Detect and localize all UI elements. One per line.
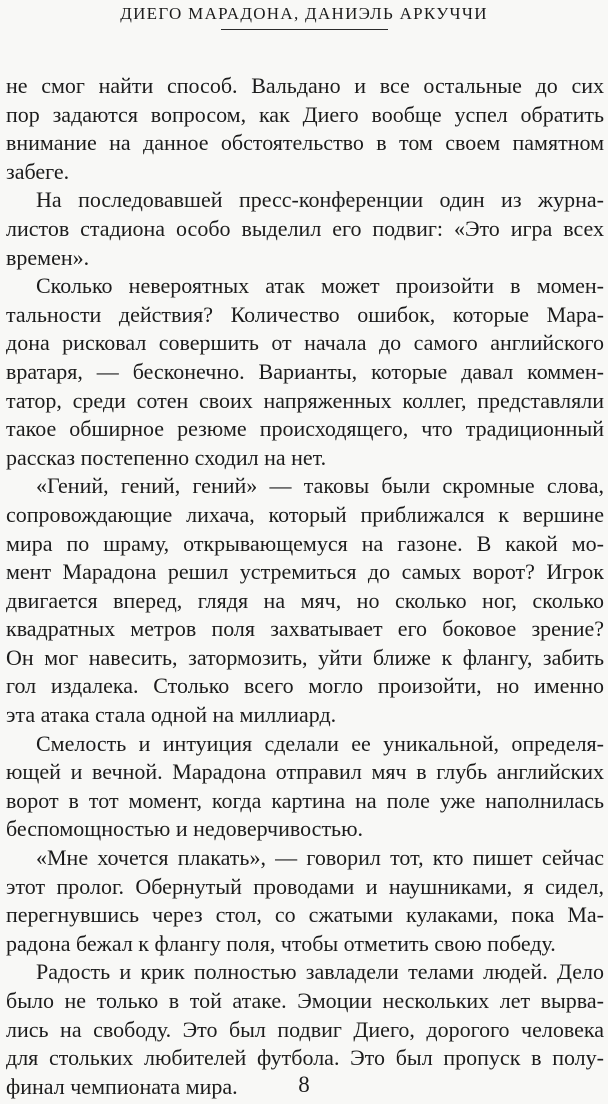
text-line: внимание на данное обстоятельство в том своем памятном bbox=[6, 130, 604, 156]
text-line: На последовавшей пресс-конференции один из журна- bbox=[36, 187, 604, 213]
text-line: этот пролог. Обернутый проводами и наушниками, я сидел, bbox=[6, 873, 604, 899]
text-line: тальности действия? Количество ошибок, которые Мара- bbox=[6, 301, 604, 327]
text-line: было не только в той атаке. Эмоции нескольких лет вырва- bbox=[6, 988, 604, 1013]
text-line: лись на свободу. Это был подвиг Диего, дорогого человека bbox=[6, 1016, 604, 1042]
text-line: квадратных метров поля захватывает его боковое зрение? bbox=[6, 616, 604, 642]
text-line: беспомощностью и недоверчивостью. bbox=[6, 816, 364, 842]
header-rule bbox=[221, 29, 388, 30]
paragraph-2 bbox=[6, 186, 604, 272]
text-line: сопровождающие лихача, который приближался к вершине bbox=[6, 501, 604, 527]
paragraph-1 bbox=[6, 72, 604, 186]
text-line: гол издалека. Столько всего могло произойти, но именно bbox=[6, 673, 604, 699]
text-line: дона рисковал совершить от начала до самого английского bbox=[6, 330, 604, 356]
text-line: забеге. bbox=[6, 158, 70, 184]
text-line: перегнувшись через стол, со сжатыми кулаками, пока Ма- bbox=[6, 902, 604, 928]
text-line: листов стадиона особо выделил его подвиг: «Это игра всех bbox=[6, 215, 604, 241]
text-line: мент Марадона решил устремиться до самых ворот? Игрок bbox=[6, 559, 604, 585]
text-line: для стольких любителей футбола. Это был пропуск в полу- bbox=[6, 1045, 604, 1071]
paragraph-6 bbox=[6, 844, 604, 958]
text-line: эта атака стала одной на миллиард. bbox=[6, 702, 337, 728]
paragraph-4 bbox=[6, 472, 604, 729]
text-line: мира по шраму, открывающемуся на газоне. В какой мо- bbox=[6, 530, 604, 556]
paragraph-3 bbox=[6, 272, 604, 472]
text-line: татор, среди сотен своих напряженных коллег, представляли bbox=[6, 387, 604, 413]
text-line: «Гений, гений, гений» — таковы были скромные слова, bbox=[36, 473, 604, 499]
paragraph-5 bbox=[6, 730, 604, 844]
text-line: времен». bbox=[6, 244, 90, 270]
text-line: радона бежал к флангу поля, чтобы отметить свою победу. bbox=[6, 930, 556, 956]
text-line: Радость и крик полностью завладели телами людей. Дело bbox=[36, 959, 604, 985]
text-line: финал чемпионата мира. bbox=[6, 1073, 238, 1099]
text-line: такое обширное резюме происходящего, что традиционный bbox=[6, 416, 604, 442]
text-line: двигается вперед, глядя на мяч, но сколько ног, сколько bbox=[6, 587, 604, 613]
text-line: Сколько невероятных атак может произойти в момен- bbox=[36, 273, 604, 299]
page-number: 8 bbox=[298, 1072, 310, 1097]
text-line: ворот в тот момент, когда картина на поле уже наполнилась bbox=[6, 787, 604, 813]
text-line: ющей и вечной. Марадона отправил мяч в глубь английских bbox=[6, 759, 604, 785]
text-line: вратаря, — бесконечно. Варианты, которые давал коммен- bbox=[6, 358, 604, 384]
text-line: не смог найти способ. Вальдано и все остальные до сих bbox=[6, 73, 604, 98]
running-head: ДИЕГО МАРАДОНА, ДАНИЭЛЬ АРКУЧЧИ bbox=[120, 4, 488, 23]
text-line: пор задаются вопросом, как Диего вообще успел обратить bbox=[6, 101, 604, 127]
text-line: Смелость и интуиция сделали ее уникальной, определя- bbox=[36, 730, 604, 756]
text-line: рассказ постепенно сходил на нет. bbox=[6, 444, 327, 470]
text-line: Он мог навесить, затормозить, уйти ближе к флангу, забить bbox=[6, 644, 604, 670]
text-line: «Мне хочется плакать», — говорил тот, кто пишет сейчас bbox=[36, 845, 604, 871]
body-text bbox=[6, 72, 604, 1101]
